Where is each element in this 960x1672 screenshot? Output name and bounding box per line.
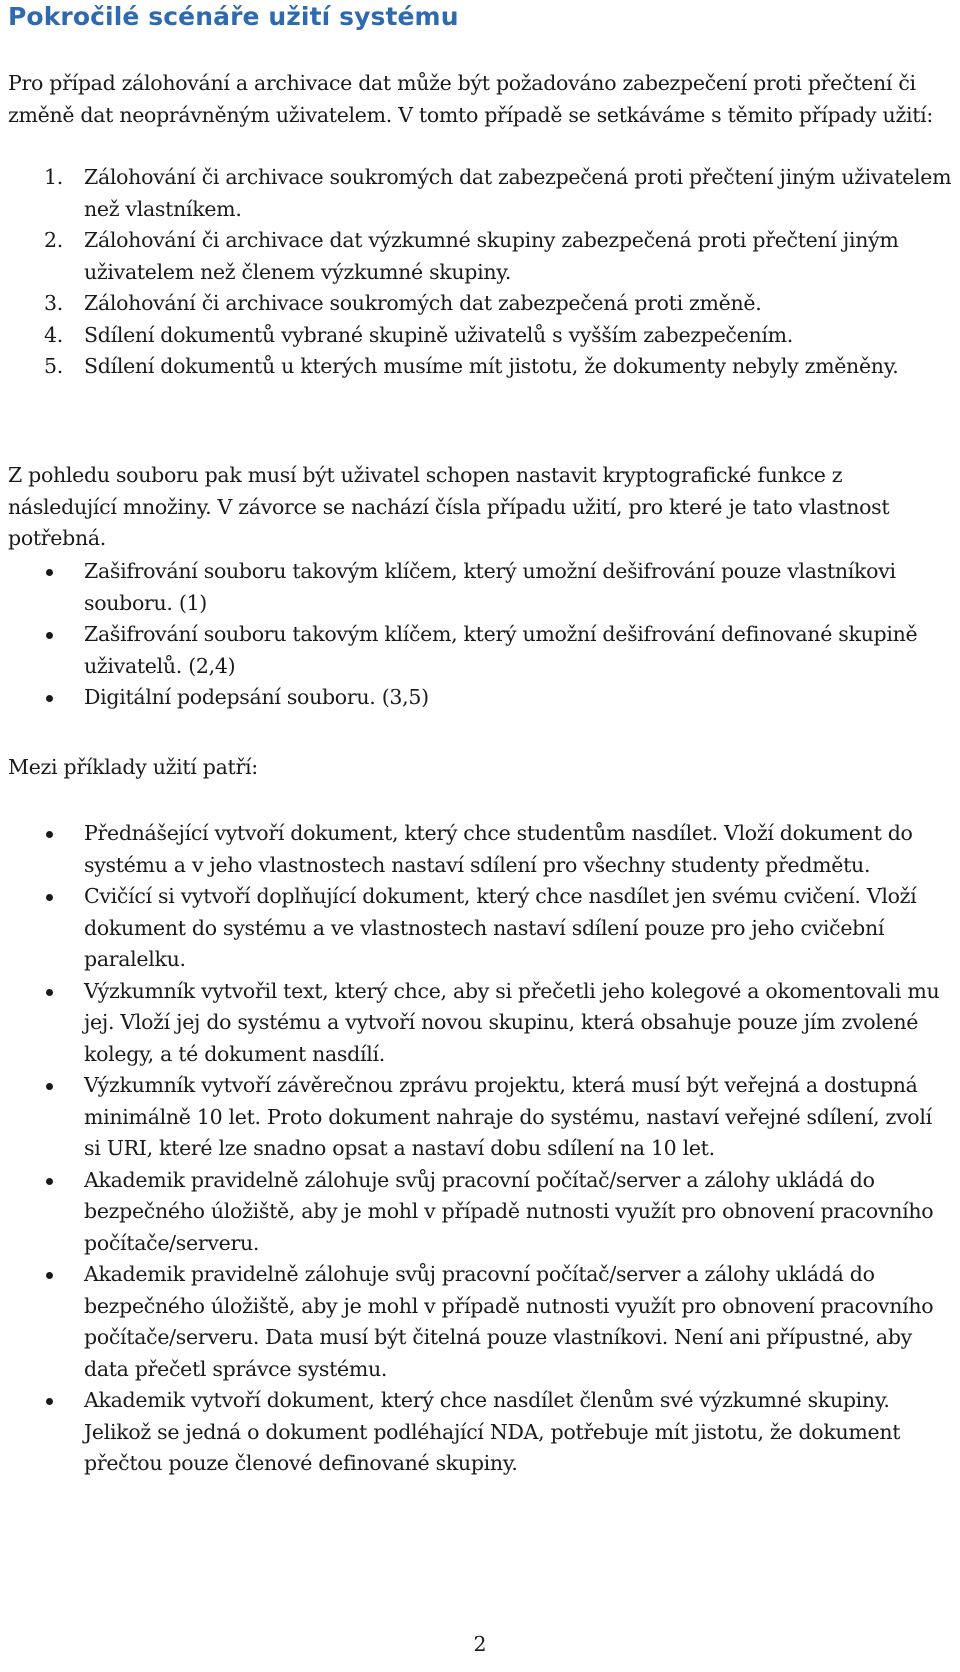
list-item-text: Zálohování či archivace dat výzkumné skupiny zabezpečená proti přečtení jiným uživatelem než členem výzkumné skupiny. — [84, 228, 899, 284]
list-item-text: Výzkumník vytvořil text, který chce, aby si přečetli jeho kolegové a okomentovali mu jej. Vloží jej do systému a vytvoří novou skupinu, která obsahuje pouze jím zvolené kolegy, a té dokument nasdílí. — [84, 978, 940, 1066]
bullet-icon — [46, 1272, 53, 1279]
list-item-text: Přednášející vytvoří dokument, který chce studentům nasdílet. Vloží dokument do systému a v jeho vlastnostech nastaví sdílení pro všechny studenty předmětu. — [84, 821, 913, 877]
intro-paragraph: Pro případ zálohování a archivace dat může být požadováno zabezpečení proti přečtení či změně dat neoprávněným uživatelem. V tomto případě se setkáváme s těmito případy užití: — [8, 71, 934, 127]
list-item-text: Cvičící si vytvoří doplňující dokument, který chce nasdílet jen svému cvičení. Vloží dokument do systému a ve vlastnostech nastaví sdílení pouze pro jeho cvičební paralelku. — [84, 884, 917, 971]
list-item — [8, 1070, 952, 1165]
list-item — [8, 556, 952, 619]
bullet-icon — [46, 1178, 53, 1185]
bullet-icon — [46, 894, 53, 901]
list-item-text: Akademik vytvoří dokument, který chce nasdílet členům své výzkumné skupiny. Jelikož se jedná o dokument podléhající NDA, potřebuje mít jistotu, že dokument přečtou pouze členové definované skupiny. — [84, 1388, 901, 1475]
bullet-icon — [46, 1083, 53, 1090]
list-number: 5. — [44, 354, 63, 378]
list-item — [8, 225, 952, 288]
functions-paragraph: Z pohledu souboru pak musí být uživatel schopen nastavit kryptografické funkce z následující množiny. V závorce se nachází čísla případu užití, pro které je tato vlastnost potřebná. — [8, 463, 890, 550]
list-item — [8, 976, 952, 1071]
list-item — [8, 1259, 952, 1385]
list-item — [8, 288, 952, 320]
list-item — [8, 162, 952, 225]
list-number: 4. — [44, 322, 63, 347]
bullet-icon — [46, 989, 53, 996]
examples-list — [8, 818, 952, 1480]
list-item — [8, 1165, 952, 1260]
list-number: 3. — [44, 291, 63, 315]
list-item — [8, 682, 952, 714]
page-number: 2 — [473, 1632, 487, 1656]
list-number: 2. — [44, 228, 63, 252]
bullet-icon — [46, 632, 53, 639]
list-number: 1. — [44, 165, 63, 189]
list-item — [8, 881, 952, 976]
list-item-text: Sdílení dokumentů u kterých musíme mít jistotu, že dokumenty nebyly změněny. — [84, 354, 899, 378]
examples-heading: Mezi příklady užití patří: — [8, 755, 258, 779]
list-item-text: Zašifrování souboru takovým klíčem, který umožní dešifrování definované skupině uživatelů. (2,4) — [84, 622, 918, 678]
list-item — [8, 619, 952, 682]
list-item-text: Digitální podepsání souboru. (3,5) — [84, 685, 429, 709]
list-item — [8, 818, 952, 881]
list-item — [8, 351, 952, 383]
functions-list — [8, 556, 952, 714]
list-item-text: Výzkumník vytvoří závěrečnou zprávu projektu, která musí být veřejná a dostupná minimálně 10 let. Proto dokument nahraje do systému, nastaví veřejné sdílení, zvolí si URI, které lze snadno opsat a nastaví dobu sdílení na 10 let. — [84, 1073, 932, 1160]
list-item-text: Zálohování či archivace soukromých dat zabezpečená proti změně. — [84, 291, 762, 315]
list-item-text: Zálohování či archivace soukromých dat zabezpečená proti přečtení jiným uživatelem než vlastníkem. — [84, 165, 952, 221]
list-item-text: Zašifrování souboru takovým klíčem, který umožní dešifrování pouze vlastníkovi souboru. (1) — [84, 559, 896, 615]
list-item-text: Akademik pravidelně zálohuje svůj pracovní počítač/server a zálohy ukládá do bezpečného úložiště, aby je mohl v případě nutnosti využít pro obnovení pracovního počítače/serveru. Data musí být čitelná pouze vlastníkovi. Není ani přípustné, aby data přečetl správce systému. — [84, 1262, 934, 1381]
list-item — [8, 320, 952, 352]
bullet-icon — [46, 831, 53, 838]
bullet-icon — [46, 695, 53, 702]
list-item — [8, 1385, 952, 1480]
bullet-icon — [46, 569, 53, 576]
use-case-list — [8, 162, 952, 383]
section-title: Pokročilé scénáře užití systému — [8, 2, 459, 31]
list-item-text: Sdílení dokumentů vybrané skupině uživatelů s vyšším zabezpečením. — [84, 322, 793, 347]
list-item-text: Akademik pravidelně zálohuje svůj pracovní počítač/server a zálohy ukládá do bezpečného úložiště, aby je mohl v případě nutnosti využít pro obnovení pracovního počítače/serveru. — [84, 1167, 934, 1255]
bullet-icon — [46, 1398, 53, 1405]
